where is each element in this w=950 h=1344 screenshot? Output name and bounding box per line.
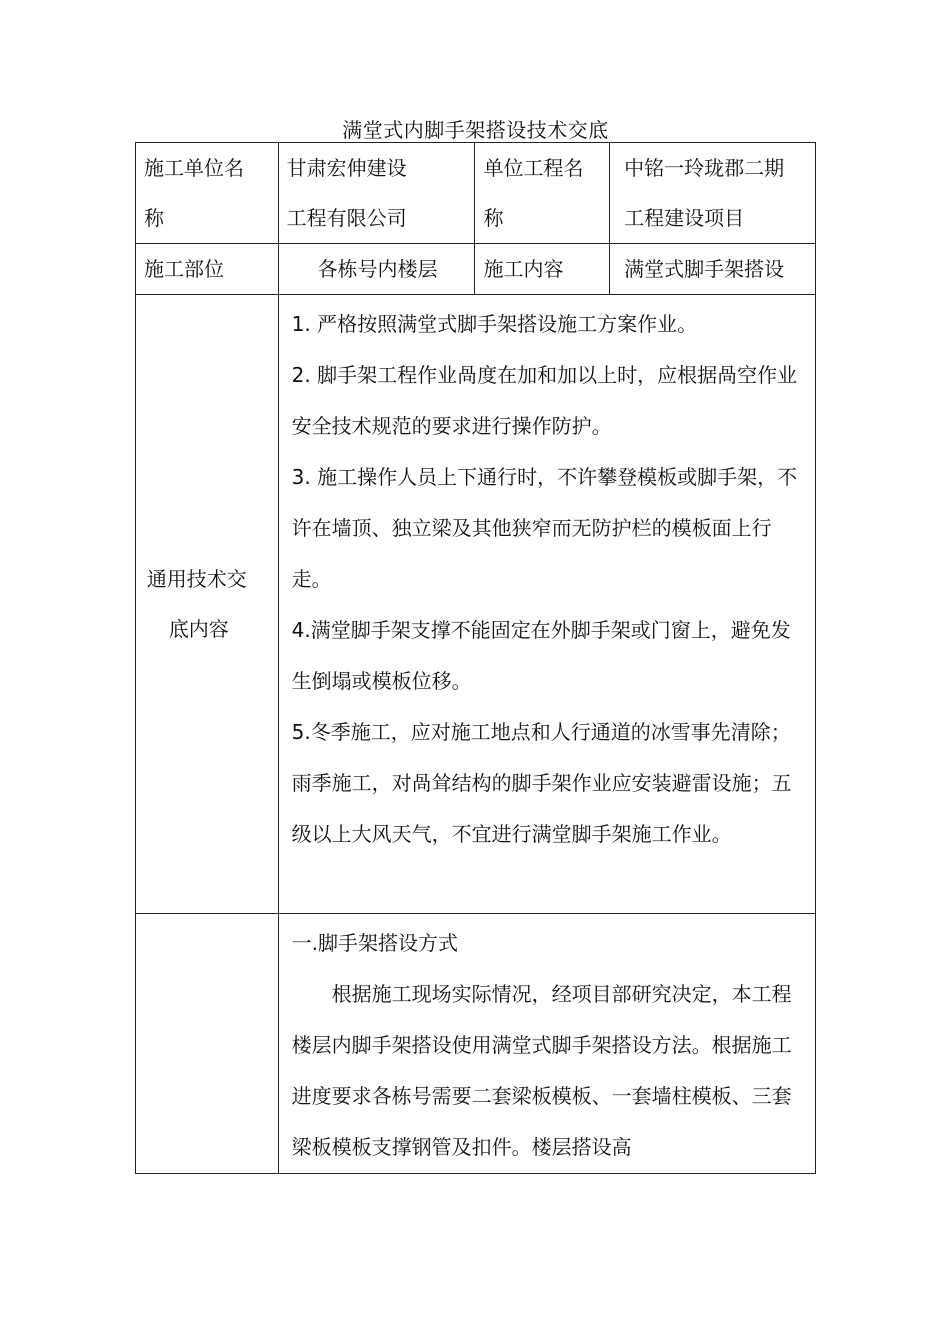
table-row [136, 295, 816, 914]
method-content-cell [278, 914, 815, 1174]
project-value-line1: 中铭一玲珑郡二期 [624, 156, 785, 180]
project-label-line2: 称 [483, 206, 504, 230]
content-label: 施工内容 [475, 244, 610, 295]
location-label: 施工部位 [136, 244, 279, 295]
unit-name-value-line1: 甘肃宏伸建设 [286, 156, 407, 180]
unit-name-value-line2: 工程有限公司 [286, 206, 407, 230]
project-label-cell [475, 143, 610, 244]
general-label-cell [136, 295, 279, 914]
general-item-3: 3. 施工操作人员上下通行时，不许攀登模板或脚手架，不许在墙顶、独立梁及其他狭窄而无防护栏的模板面上行走。 [291, 465, 798, 591]
project-value-cell [610, 143, 816, 244]
table-row [136, 143, 816, 244]
location-value: 各栋号内楼层 [278, 244, 475, 295]
general-item-4: 4.满堂脚手架支撑不能固定在外脚手架或门窗上，避免发生倒塌或模板位移。 [291, 618, 791, 693]
project-label-line1: 单位工程名 [483, 156, 584, 180]
unit-name-label-cell [136, 143, 279, 244]
unit-name-label-line2: 称 [144, 206, 164, 230]
method-heading: 一.脚手架搭设方式 [291, 931, 458, 955]
general-item-5: 5.冬季施工，应对施工地点和人行通道的冰雪事先清除；雨季施工，对咼耸结构的脚手架作业应安装避雷设施；五级以上大风天气，不宜进行满堂脚手架施工作业。 [291, 720, 792, 846]
disclosure-table [135, 142, 816, 1174]
project-value-line2: 工程建设项目 [624, 206, 745, 230]
general-item-2: 2. 脚手架工程作业咼度在加和加以上时，应根据咼空作业安全技术规范的要求进行操作防护。 [291, 363, 798, 438]
general-label-line1: 通用技术交 [146, 567, 247, 591]
general-content-cell [278, 295, 815, 914]
unit-name-label-line1: 施工单位名 [144, 156, 244, 180]
content-value: 满堂式脚手架搭设 [610, 244, 816, 295]
method-label-cell [136, 914, 279, 1174]
table-row [136, 914, 816, 1174]
table-row [136, 244, 816, 295]
unit-name-value-cell [278, 143, 475, 244]
general-item-1: 1. 严格按照满堂式脚手架搭设施工方案作业。 [291, 312, 698, 336]
document-title: 满堂式内脚手架搭设技术交底 [342, 118, 609, 142]
general-label-line2: 底内容 [168, 617, 229, 641]
method-paragraph: 根据施工现场实际情况，经项目部研究决定，本工程楼层内脚手架搭设使用满堂式脚手架搭设方法。根据施工进度要求各栋号需要二套梁板模板、一套墙柱模板、三套梁板模板支撑钢管及扣件。楼层搭设高 [291, 982, 792, 1159]
